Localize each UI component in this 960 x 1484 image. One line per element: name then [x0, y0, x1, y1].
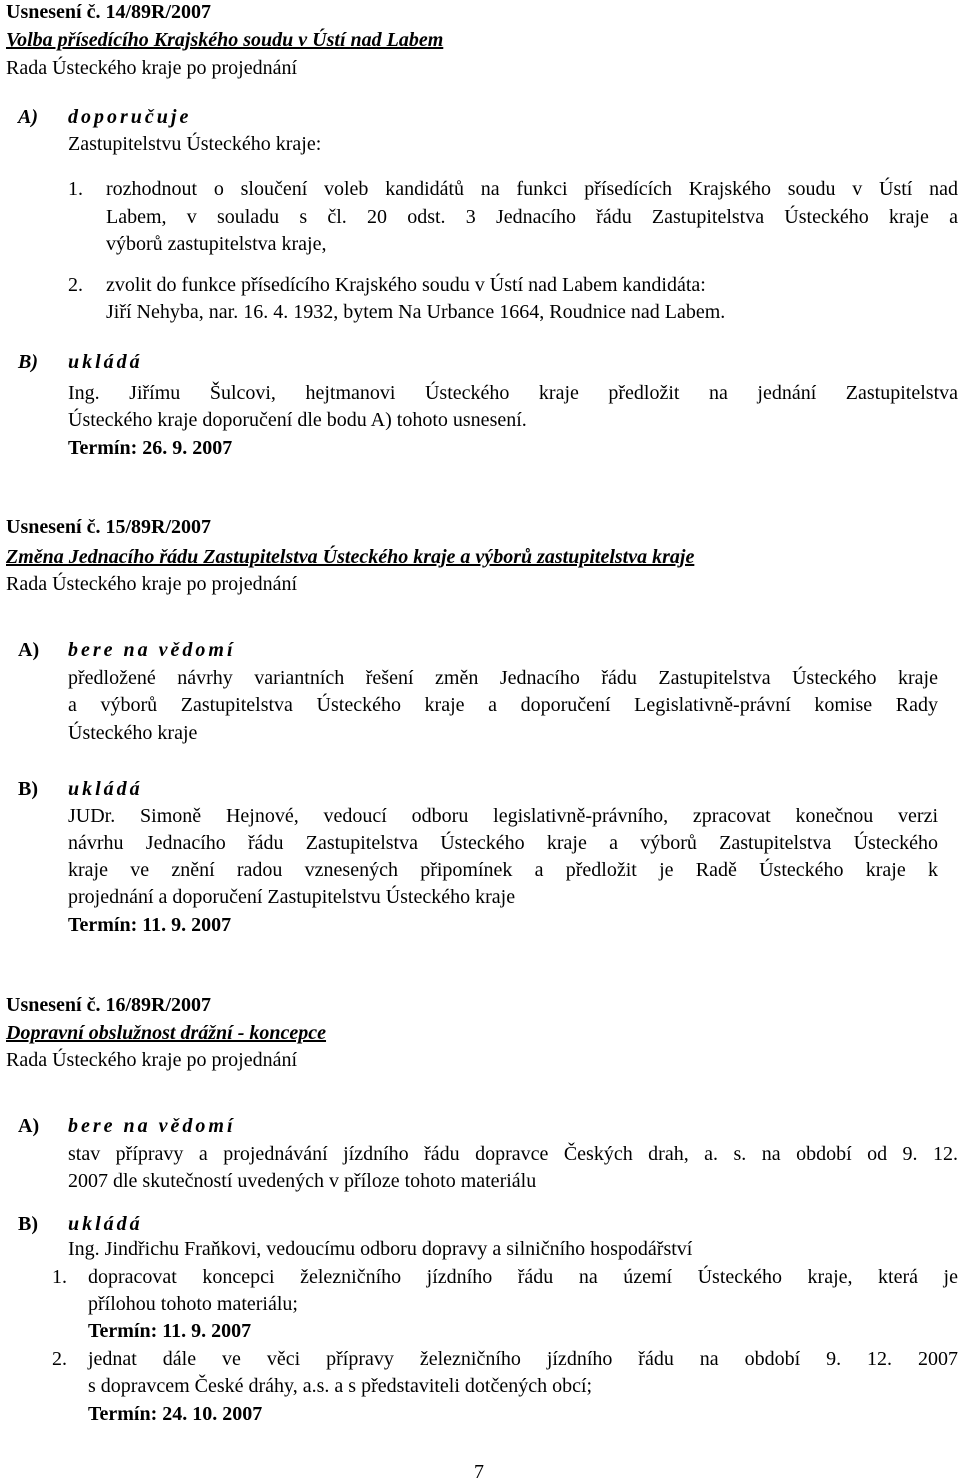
- section-line: Ústeckého kraje doporučení dle bodu A) tohoto usnesení.: [68, 409, 527, 431]
- deadline: Termín: 11. 9. 2007: [88, 1320, 252, 1342]
- item-line: Labem, v souladu s čl. 20 odst. 3 Jednacího řádu Zastupitelstva Ústeckého kraje a: [106, 206, 958, 228]
- section-line: kraje ve znění radou vznesených připomínek a předložit je Radě Ústeckého kraje k: [68, 859, 938, 881]
- section-verb: bere na vědomí: [68, 639, 236, 661]
- section-label: B): [18, 778, 38, 800]
- section-verb: bere na vědomí: [68, 1115, 236, 1137]
- item-number: 1.: [52, 1266, 67, 1288]
- resolution-heading: Usnesení č. 14/89R/2007: [6, 1, 211, 23]
- resolution-title: Volba přísedícího Krajského soudu v Ústí nad Labem: [6, 29, 444, 51]
- section-verb: ukládá: [68, 351, 143, 373]
- section-line: předložené návrhy variantních řešení změn Jednacího řádu Zastupitelstva Ústeckého kraje: [68, 667, 938, 689]
- section-label: A): [18, 1115, 40, 1137]
- item-number: 1.: [68, 178, 83, 200]
- item-line: dopracovat koncepci železničního jízdního řádu na území Ústeckého kraje, která je: [88, 1266, 958, 1288]
- item-line: zvolit do funkce přísedícího Krajského soudu v Ústí nad Labem kandidáta:: [106, 274, 706, 296]
- section-line: Ústeckého kraje: [68, 722, 198, 744]
- section-verb: doporučuje: [68, 106, 192, 128]
- item-line: přílohou tohoto materiálu;: [88, 1293, 298, 1315]
- deadline: Termín: 11. 9. 2007: [68, 914, 232, 936]
- section-label: B): [18, 1213, 38, 1235]
- section-line: 2007 dle skutečností uvedených v příloze tohoto materiálu: [68, 1170, 537, 1192]
- resolution-intro: Rada Ústeckého kraje po projednání: [6, 57, 298, 79]
- section-line: stav přípravy a projednávání jízdního řádu dopravce Českých drah, a. s. na období od 9. 12.: [68, 1143, 958, 1165]
- section-line: projednání a doporučení Zastupitelstvu Ústeckého kraje: [68, 886, 516, 908]
- item-number: 2.: [52, 1348, 67, 1370]
- section-label: B): [18, 351, 38, 373]
- item-line: jednat dále ve věci přípravy železničního jízdního řádu na období 9. 12. 2007: [88, 1348, 958, 1370]
- section-verb: ukládá: [68, 1213, 143, 1235]
- item-line: s dopravcem České dráhy, a.s. a s představiteli dotčených obcí;: [88, 1375, 593, 1397]
- resolution-title: Změna Jednacího řádu Zastupitelstva Ústeckého kraje a výborů zastupitelstva kraje: [6, 546, 695, 568]
- resolution-intro: Rada Ústeckého kraje po projednání: [6, 1049, 298, 1071]
- resolution-title: Dopravní obslužnost drážní - koncepce: [6, 1022, 327, 1044]
- deadline: Termín: 26. 9. 2007: [68, 437, 233, 459]
- section-recipient: Zastupitelstvu Ústeckého kraje:: [68, 133, 322, 155]
- item-line: rozhodnout o sloučení voleb kandidátů na funkci přísedících Krajského soudu v Ústí nad: [106, 178, 958, 200]
- resolution-intro: Rada Ústeckého kraje po projednání: [6, 573, 298, 595]
- section-label: A): [18, 639, 40, 661]
- item-line: výborů zastupitelstva kraje,: [106, 233, 327, 255]
- item-number: 2.: [68, 274, 83, 296]
- section-line: návrhu Jednacího řádu Zastupitelstva Ústeckého kraje a výborů Zastupitelstva Ústeckého: [68, 832, 938, 854]
- section-line: a výborů Zastupitelstva Ústeckého kraje a doporučení Legislativně-právní komise Rady: [68, 694, 938, 716]
- section-line: JUDr. Simoně Hejnové, vedoucí odboru legislativně-právního, zpracovat konečnou verzi: [68, 805, 938, 827]
- section-verb: ukládá: [68, 778, 143, 800]
- resolution-heading: Usnesení č. 15/89R/2007: [6, 516, 211, 538]
- deadline: Termín: 24. 10. 2007: [88, 1403, 263, 1425]
- section-label: A): [18, 106, 38, 128]
- section-line: Ing. Jiřímu Šulcovi, hejtmanovi Ústeckého kraje předložit na jednání Zastupitelstva: [68, 382, 958, 404]
- section-recipient: Ing. Jindřichu Fraňkovi, vedoucímu odboru dopravy a silničního hospodářství: [68, 1238, 693, 1260]
- resolution-heading: Usnesení č. 16/89R/2007: [6, 994, 211, 1016]
- item-line: Jiří Nehyba, nar. 16. 4. 1932, bytem Na Urbance 1664, Roudnice nad Labem.: [106, 301, 726, 323]
- page-number: 7: [474, 1461, 484, 1483]
